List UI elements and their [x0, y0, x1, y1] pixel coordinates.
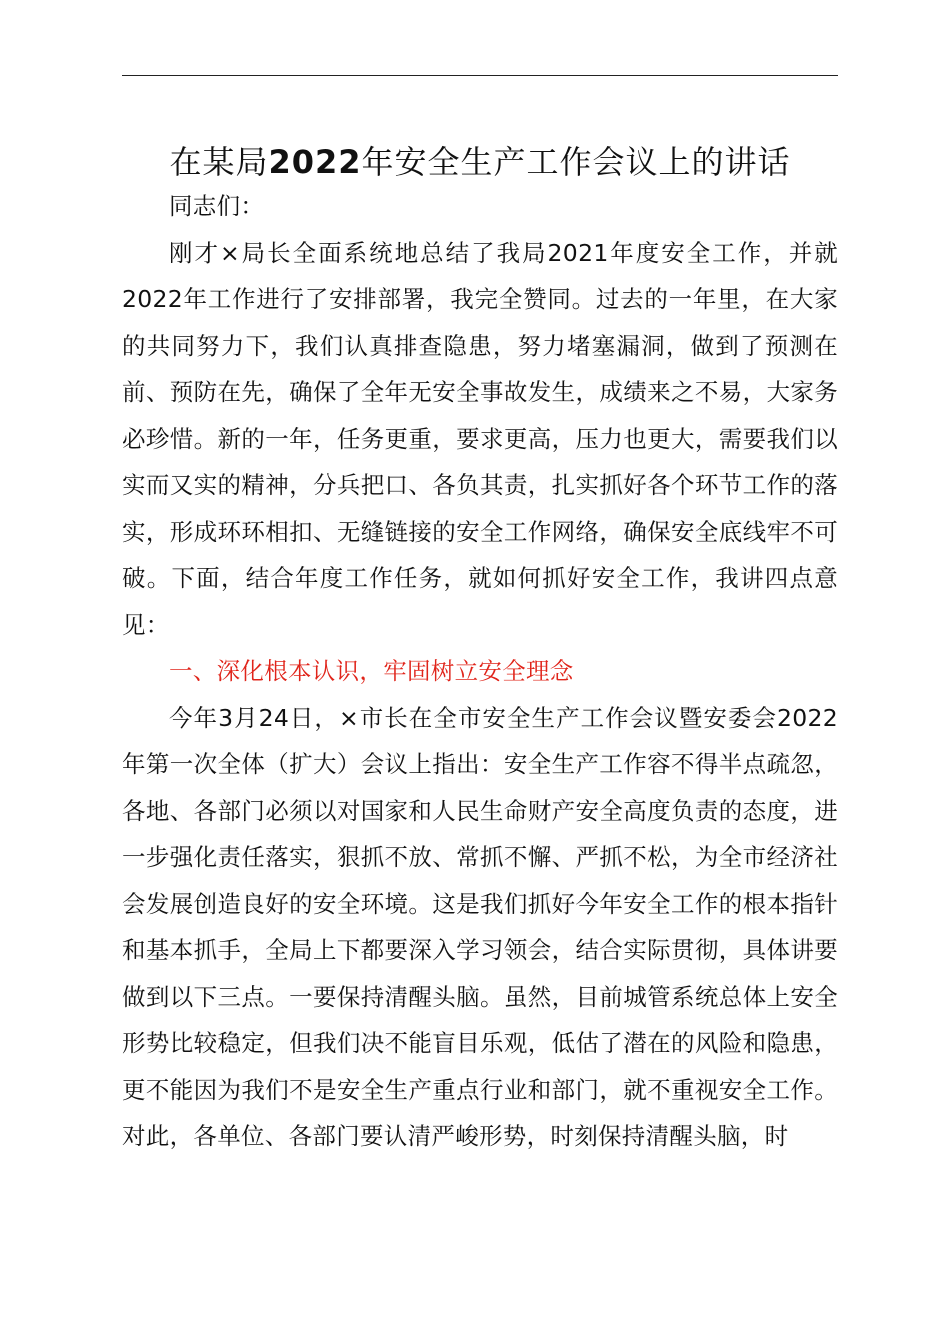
intro-paragraph: 刚才×局长全面系统地总结了我局2021年度安全工作，并就2022年工作进行了安排部署，我完全赞同。过去的一年里，在大家的共同努力下，我们认真排查隐患，努力堵塞漏洞，做到了预测在前、预防在先，确保了全年无安全事故发生，成绩来之不易，大家务必珍惜。新的一年，任务更重，要求更高，压力也更大，需要我们以实而又实的精神，分兵把口、各负其责，扎实抓好各个环节工作的落实，形成环环相扣、无缝链接的安全工作网络，确保安全底线牢不可破。下面，结合年度工作任务，就如何抓好安全工作，我讲四点意见：: [122, 238, 838, 639]
document-body: [122, 183, 838, 1160]
title-suffix: 年安全生产工作会议上的讲话: [361, 143, 791, 181]
document-title: [122, 138, 838, 186]
title-prefix: 在某局: [169, 143, 269, 181]
section-1-paragraph: 今年3月24日，×市长在全市安全生产工作会议暨安委会2022年第一次全体（扩大）会议上指出：安全生产工作容不得半点疏忽，各地、各部门必须以对国家和人民生命财产安全高度负责的态度，进一步强化责任落实，狠抓不放、常抓不懈、严抓不松，为全市经济社会发展创造良好的安全环境。这是我们抓好今年安全工作的根本指针和基本抓手，全局上下都要深入学习领会，结合实际贯彻，具体讲要做到以下三点。一要保持清醒头脑。虽然，目前城管系统总体上安全形势比较稳定，但我们决不能盲目乐观，低估了潜在的风险和隐患，更不能因为我们不是安全生产重点行业和部门，就不重视安全工作。对此，各单位、各部门要认清严峻形势，时刻保持清醒头脑，时: [122, 703, 838, 1150]
salutation: 同志们：: [169, 192, 265, 220]
section-heading-1: 一、深化根本认识，牢固树立安全理念: [169, 657, 574, 685]
header-rule: [122, 75, 838, 76]
title-year: 2022: [268, 143, 362, 181]
